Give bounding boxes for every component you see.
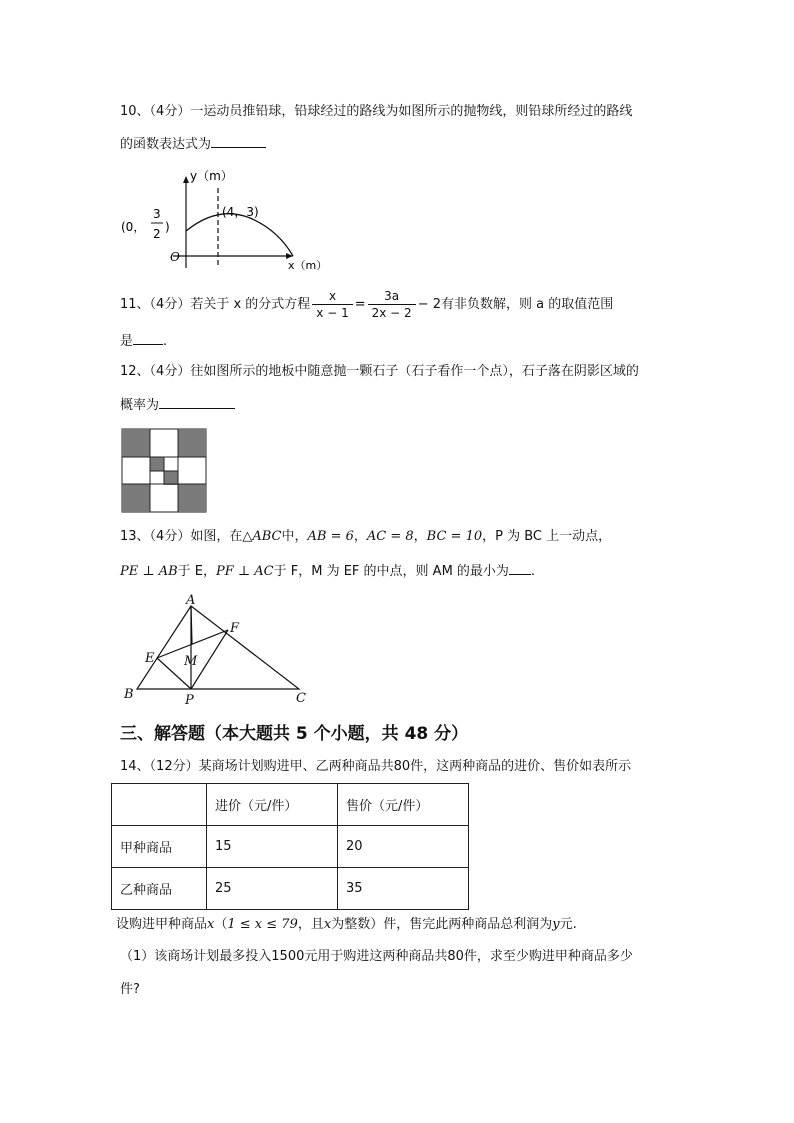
label-p: P	[185, 693, 194, 707]
q10-answer-blank[interactable]	[211, 133, 266, 148]
q11-score: （4分）	[149, 297, 191, 312]
q13-text-2b: 于 F，M 为 EF 的中点，则 AM 的最小为	[273, 564, 509, 579]
q14-range: 1 ≤ x ≤ 79	[227, 917, 298, 932]
q13-bc: BC = 10	[426, 529, 483, 544]
q14-number: 14、	[120, 759, 150, 774]
q11-frac2-numerator: 3a	[368, 288, 416, 305]
q11-equals: =	[354, 297, 366, 312]
shaded-tile	[178, 429, 206, 457]
x-axis-label: x（m）	[288, 259, 328, 272]
q10-line2	[120, 133, 266, 153]
shaded-tile	[122, 484, 150, 512]
q11-frac2-denominator: 2x − 2	[371, 306, 412, 320]
q13-triangle-figure	[120, 592, 320, 707]
y-axis-arrow-icon	[183, 176, 189, 183]
q14-x-var-2: x	[323, 917, 332, 932]
q13-pe: PE ⊥ AB	[120, 564, 178, 579]
q14-x-var: x	[207, 917, 215, 932]
table-row	[112, 868, 469, 910]
q14-sub1-line2: 件?	[120, 982, 140, 997]
q10-text: 一运动员推铅球，铅球经过的路线为如图所示的抛物线，则铅球所经过的路线	[190, 104, 633, 119]
table-cell: 20	[338, 826, 469, 868]
table-header-row	[112, 784, 469, 826]
triangle-abc	[137, 606, 299, 689]
q11-fraction-2	[368, 288, 416, 321]
q11-frac1-numerator: x	[312, 288, 352, 305]
q13-text-2a: 于 E，	[177, 564, 217, 579]
origin-label: O	[170, 250, 180, 264]
shaded-tile-small	[150, 457, 164, 471]
label-b: B	[124, 687, 134, 702]
q13-answer-blank[interactable]	[509, 560, 531, 575]
q14-text-2b: （	[214, 917, 228, 932]
label-e: E	[145, 651, 155, 666]
q10-line1	[120, 102, 632, 122]
q14-line1	[120, 757, 631, 777]
table-cell: 35	[338, 868, 469, 910]
q10-number: 10、	[120, 104, 150, 119]
label-f: F	[230, 621, 240, 636]
start-point-prefix: (0，	[121, 220, 146, 234]
q12-floor-figure	[121, 428, 209, 514]
q14-text-2a: 设购进甲种商品	[116, 917, 208, 932]
q14-text: 某商场计划购进甲、乙两种商品共80件，这两种商品的进价、售价如表所示	[198, 759, 632, 774]
q14-line2	[116, 915, 577, 935]
q13-triangle: △ABC	[242, 529, 282, 544]
q11-answer-blank[interactable]	[133, 330, 163, 345]
q14-y-var: y	[552, 917, 560, 932]
q11-period: .	[163, 334, 168, 349]
q13-score: （4分）	[149, 529, 191, 544]
table-cell: 15	[207, 826, 338, 868]
q14-text-2e: 元.	[559, 917, 577, 932]
q13-period: .	[530, 564, 536, 579]
q11-minus-two: − 2	[417, 297, 441, 312]
q12-text: 往如图所示的地板中随意抛一颗石子（石子看作一个点），石子落在阴影区域的	[190, 364, 639, 379]
q10-parabola-figure	[118, 168, 338, 278]
label-a: A	[186, 593, 196, 608]
start-point-suffix: )	[165, 220, 170, 234]
q12-score: （4分）	[149, 364, 191, 379]
table-cell: 甲种商品	[112, 826, 207, 868]
shaded-tile-small	[164, 471, 178, 485]
q11-number: 11、	[120, 297, 150, 312]
start-point-numerator: 3	[153, 207, 161, 221]
section-3-title: 三、解答题（本大题共 5 个小题，共 48 分）	[120, 724, 469, 744]
q13-ac: AC = 8	[366, 529, 414, 544]
q13-pf: PF ⊥ AC	[216, 564, 274, 579]
q12-text-2: 概率为	[120, 398, 160, 413]
q11-text-3: 是	[120, 334, 134, 349]
q13-line1	[120, 527, 611, 547]
shaded-tile	[122, 429, 150, 457]
q11-frac1-denominator: x − 1	[316, 306, 349, 320]
q13-ab: AB = 6	[307, 529, 354, 544]
q13-sep2: ，	[413, 529, 427, 544]
q13-sep1: ，	[353, 529, 367, 544]
q13-line2	[120, 560, 535, 580]
q11-text-2: 有非负数解，则 a 的取值范围	[440, 297, 614, 312]
start-point-denominator: 2	[153, 227, 161, 241]
q11-line2	[120, 330, 167, 350]
table-cell: 乙种商品	[112, 868, 207, 910]
table-header-cell: 售价（元/件）	[338, 784, 469, 826]
vertex-label: (4，3)	[222, 205, 259, 219]
q14-text-2c: ，且	[297, 917, 324, 932]
q14-text-2d: 为整数）件，售完此两种商品总利润为	[331, 917, 553, 932]
shaded-tile	[178, 484, 206, 512]
table-cell: 25	[207, 868, 338, 910]
table-row	[112, 826, 469, 868]
price-table	[111, 783, 469, 910]
q13-text: 如图，在	[190, 529, 243, 544]
label-m: M	[184, 654, 198, 669]
q10-text-2: 的函数表达式为	[120, 137, 212, 152]
q13-number: 13、	[120, 529, 150, 544]
q11-text: 若关于 x 的分式方程	[190, 297, 311, 312]
parabola-curve	[186, 214, 293, 256]
q13-text-c: ，P 为 BC 上一动点，	[482, 529, 612, 544]
q12-number: 12、	[120, 364, 150, 379]
q14-score: （12分）	[149, 759, 199, 774]
table-header-cell	[112, 784, 207, 826]
q12-line2	[120, 394, 235, 414]
label-c: C	[296, 691, 306, 706]
y-axis-label: y（m）	[190, 169, 233, 183]
q10-score: （4分）	[149, 104, 191, 119]
q11-fraction-1	[312, 288, 352, 321]
q14-sub1-line1: （1）该商场计划最多投入1500元用于购进这两种商品共80件，求至少购进甲种商品多少	[120, 949, 633, 964]
q12-line1	[120, 362, 639, 382]
q12-answer-blank[interactable]	[159, 394, 235, 409]
table-header-cell: 进价（元/件）	[207, 784, 338, 826]
q11-line1	[120, 285, 613, 325]
q13-text-b: 中，	[281, 529, 308, 544]
